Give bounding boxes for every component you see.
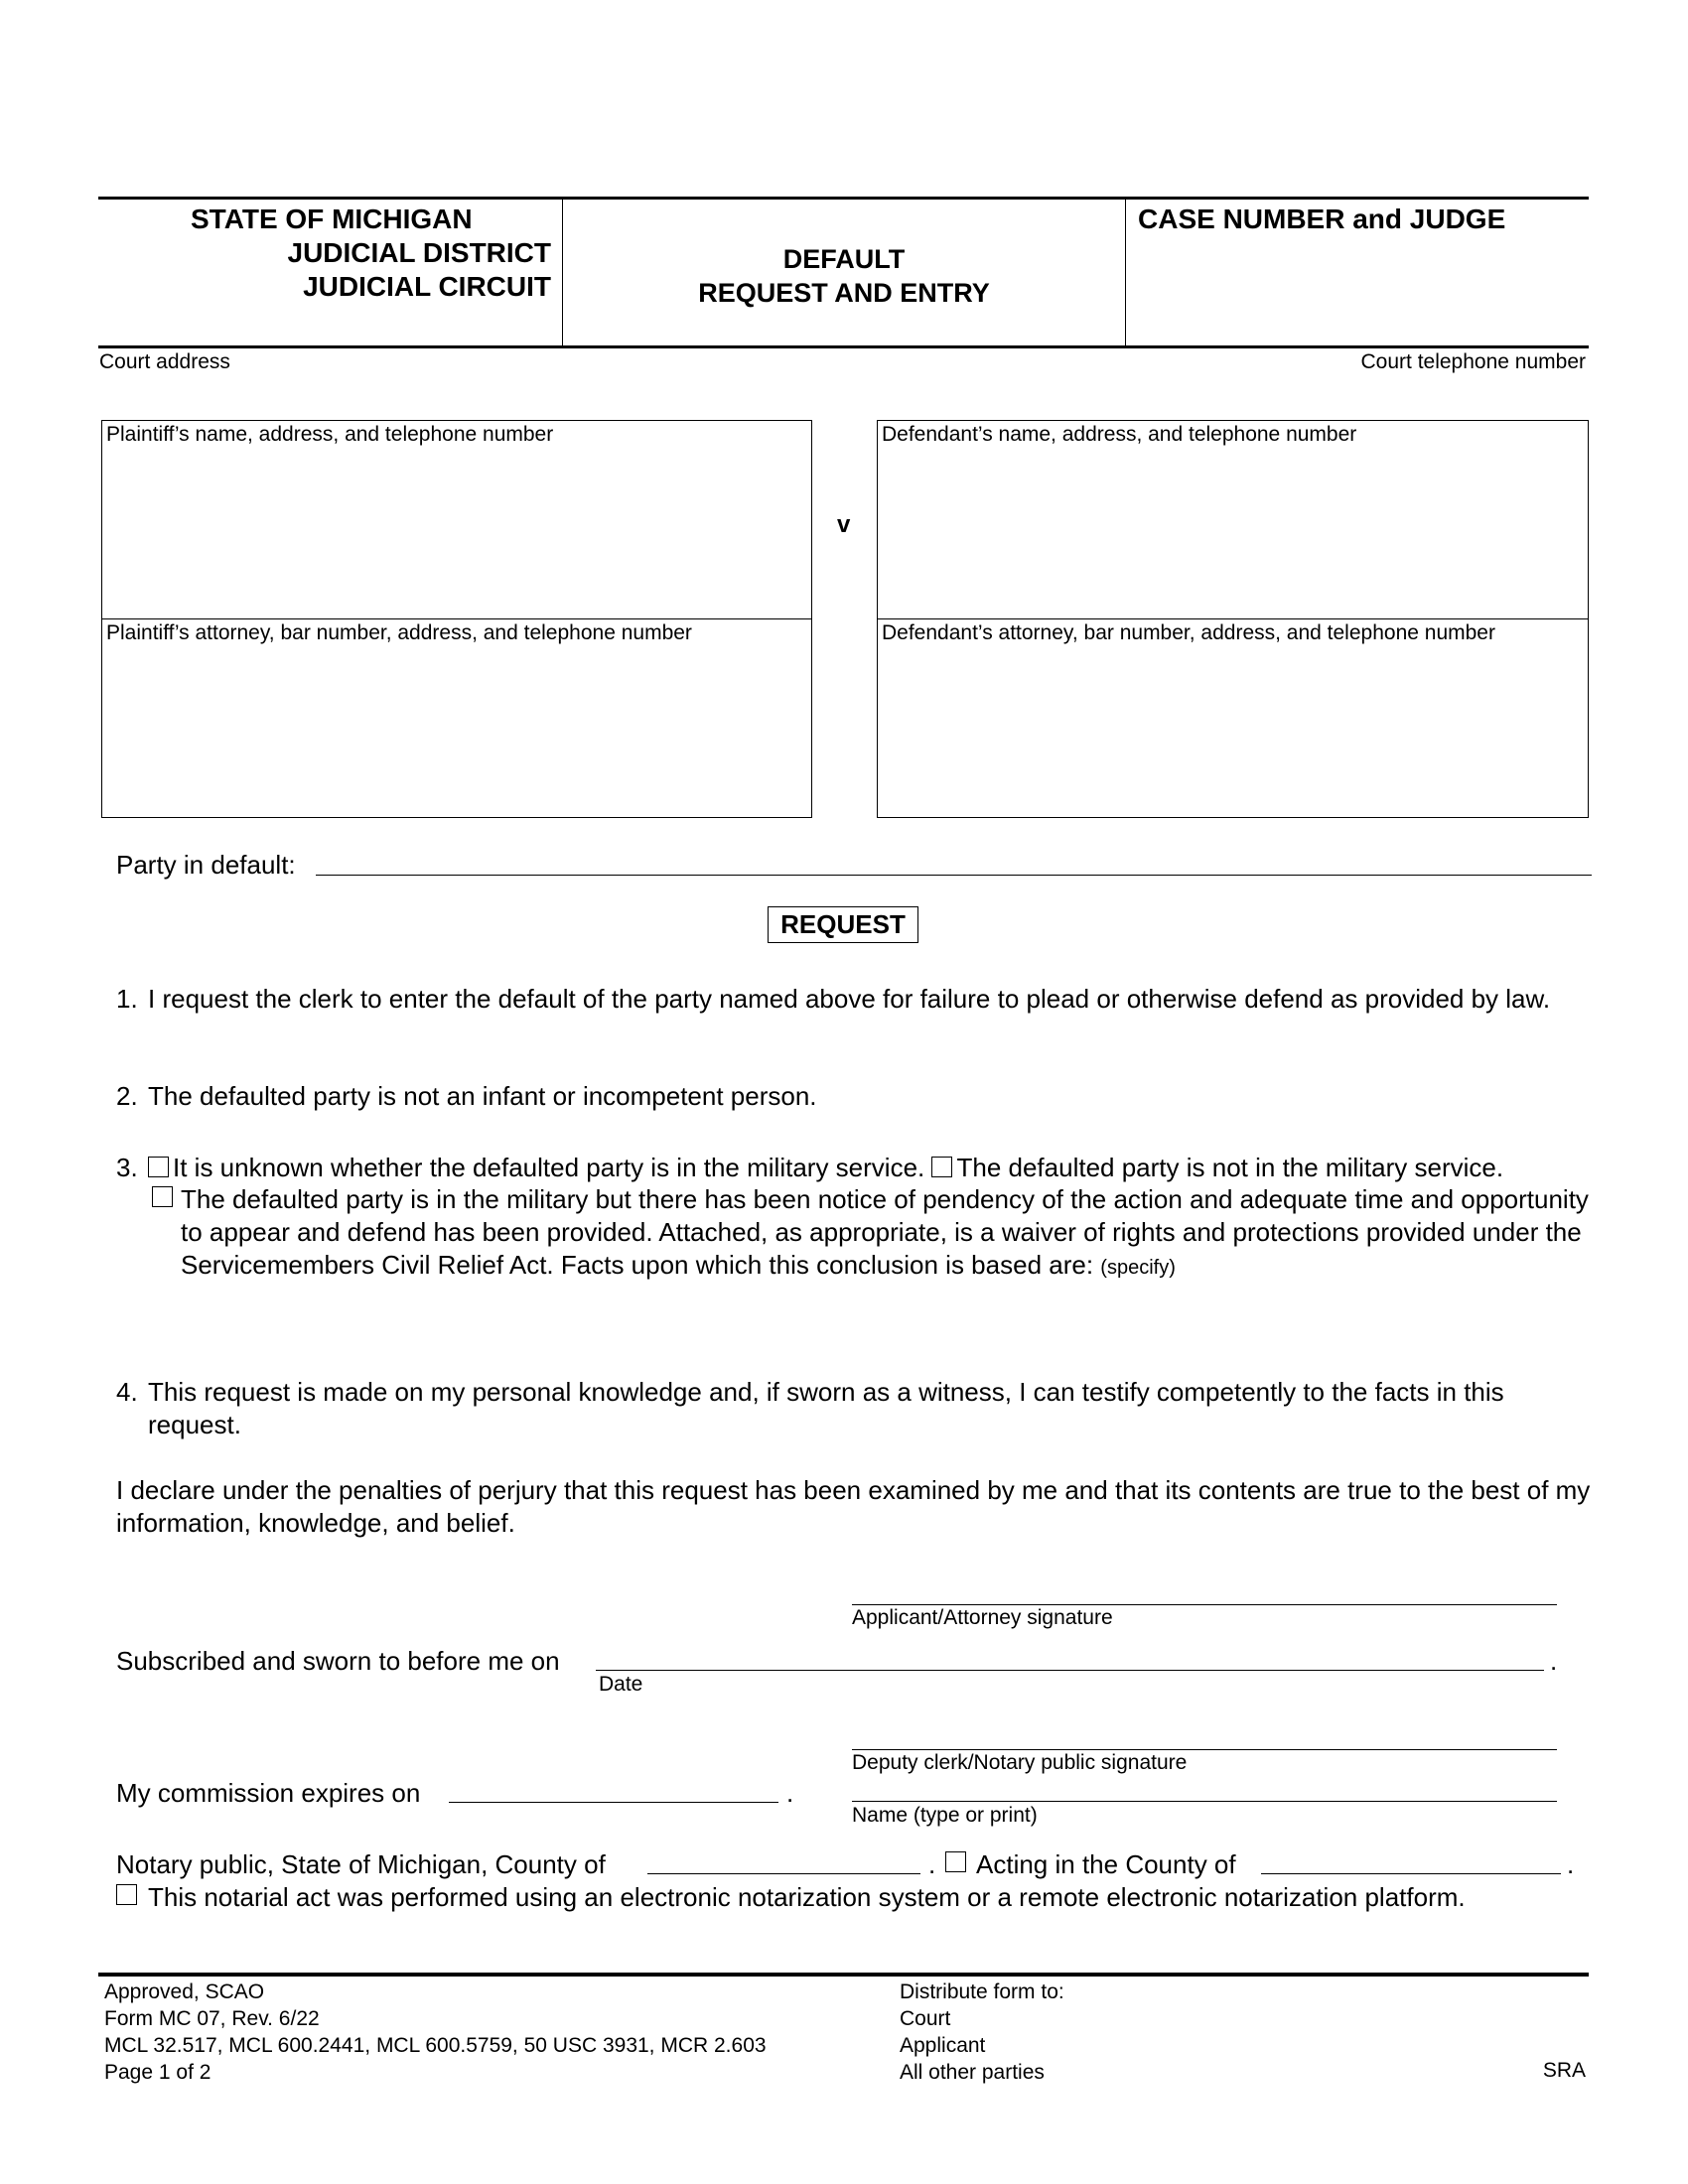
in-military-label: The defaulted party is in the military but there has been notice of pendency of the action and adequate time and opportunity to appear and defend has been provided. Attached, as appropriate, is a waiver of rights and protections provided under the Servicemembers Civil Relief Act. Facts upon which this conclusion is based are:: [181, 1184, 1589, 1280]
plaintiff-attorney-label: Plaintiff’s attorney, bar number, address, and telephone number: [106, 621, 692, 644]
commission-expires-line[interactable]: [449, 1802, 778, 1803]
header-top-rule: [98, 197, 1589, 200]
item-4-text: This request is made on my personal knowledge and, if sworn as a witness, I can testify competently to the facts in this request.: [148, 1377, 1504, 1439]
distribute-label: Distribute form to:: [900, 1980, 1064, 2003]
electronic-notarization-label: This notarial act was performed using an electronic notarization system or a remote electronic notarization platform.: [148, 1882, 1466, 1912]
form-title: [563, 242, 1125, 310]
court-name-block: [99, 203, 551, 304]
applicant-signature-label: Applicant/Attorney signature: [852, 1606, 1113, 1629]
distribute-other-parties: All other parties: [900, 2061, 1045, 2084]
plaintiff-label: Plaintiff’s name, address, and telephone number: [106, 423, 554, 446]
party-in-default-field[interactable]: [316, 849, 1592, 875]
sworn-date-period: .: [1550, 1646, 1558, 1676]
plaintiff-attorney-box[interactable]: [101, 618, 812, 818]
date-label: Date: [599, 1673, 643, 1696]
applicant-signature-line[interactable]: [852, 1604, 1557, 1605]
versus-label: v: [837, 511, 851, 538]
item-3-number: 3.: [116, 1153, 138, 1182]
court-telephone-label: Court telephone number: [1360, 350, 1586, 373]
footer-form-number: Form MC 07, Rev. 6/22: [104, 2007, 320, 2030]
commission-expires-period: .: [786, 1778, 794, 1808]
court-address-label: Court address: [99, 350, 230, 373]
commission-expires-label: My commission expires on: [116, 1778, 421, 1808]
form-title-line2: REQUEST AND ENTRY: [698, 278, 990, 308]
item-1-number: 1.: [116, 984, 138, 1014]
military-unknown-label: It is unknown whether the defaulted party is in the military service.: [173, 1153, 925, 1182]
perjury-declaration: I declare under the penalties of perjury that this request has been examined by me and that its contents are true to the best of my information, knowledge, and belief.: [116, 1475, 1591, 1538]
acting-county-label: Acting in the County of: [976, 1849, 1236, 1879]
header-bottom-rule: [98, 345, 1589, 348]
footer-distribution: [900, 1979, 1064, 2086]
item-4-number: 4.: [116, 1377, 138, 1407]
footer-left: [104, 1979, 767, 2086]
acting-county-line[interactable]: [1261, 1873, 1561, 1874]
subscribed-label: Subscribed and sworn to before me on: [116, 1646, 560, 1676]
judicial-circuit-label: JUDICIAL CIRCUIT: [303, 271, 551, 302]
footer-page-number: Page 1 of 2: [104, 2061, 211, 2084]
footer-rule: [98, 1973, 1589, 1977]
party-in-default-line: [316, 875, 1592, 876]
electronic-notarization-checkbox[interactable]: [116, 1884, 137, 1905]
item-1-text: I request the clerk to enter the default of the party named above for failure to plead or otherwise defend as provided by law.: [148, 984, 1551, 1014]
judicial-district-label: JUDICIAL DISTRICT: [287, 237, 551, 268]
notary-county-label: Notary public, State of Michigan, County of: [116, 1849, 606, 1879]
case-number-field[interactable]: [1132, 243, 1584, 342]
specify-hint: (specify): [1100, 1257, 1176, 1279]
state-label: STATE OF MICHIGAN: [191, 204, 473, 234]
party-in-default-label: Party in default:: [116, 850, 296, 880]
sworn-date-line[interactable]: [596, 1670, 1544, 1671]
not-military-label: The defaulted party is not in the military service.: [956, 1153, 1504, 1182]
military-unknown-checkbox[interactable]: [148, 1157, 169, 1177]
header-divider-right: [1125, 199, 1126, 347]
request-heading: REQUEST: [768, 906, 918, 943]
notary-county-period: .: [928, 1849, 936, 1879]
item-3-line1: [148, 1152, 1503, 1184]
acting-county-checkbox[interactable]: [945, 1851, 966, 1872]
deputy-signature-line[interactable]: [852, 1749, 1557, 1750]
case-number-label: CASE NUMBER and JUDGE: [1138, 204, 1506, 234]
acting-county-period: .: [1567, 1849, 1575, 1879]
military-facts-field[interactable]: [181, 1286, 1591, 1375]
defendant-box[interactable]: [877, 420, 1589, 619]
not-military-checkbox[interactable]: [931, 1157, 952, 1177]
distribute-court: Court: [900, 2007, 951, 2030]
plaintiff-box[interactable]: [101, 420, 812, 619]
footer-statutes: MCL 32.517, MCL 600.2441, MCL 600.5759, 50 USC 3931, MCR 2.603: [104, 2034, 767, 2057]
in-military-text: [181, 1183, 1591, 1285]
footer-sra-code: SRA: [1542, 2059, 1586, 2082]
footer-approved: Approved, SCAO: [104, 1980, 265, 2003]
item-2-number: 2.: [116, 1081, 138, 1111]
notary-county-line[interactable]: [647, 1873, 920, 1874]
defendant-attorney-label: Defendant’s attorney, bar number, address, and telephone number: [882, 621, 1495, 644]
defendant-label: Defendant’s name, address, and telephone number: [882, 423, 1357, 446]
name-print-label: Name (type or print): [852, 1804, 1038, 1827]
distribute-applicant: Applicant: [900, 2034, 986, 2057]
deputy-signature-label: Deputy clerk/Notary public signature: [852, 1751, 1188, 1774]
item-2-text: The defaulted party is not an infant or incompetent person.: [148, 1081, 817, 1111]
in-military-checkbox[interactable]: [152, 1186, 173, 1207]
defendant-attorney-box[interactable]: [877, 618, 1589, 818]
form-title-line1: DEFAULT: [782, 244, 906, 274]
name-print-line[interactable]: [852, 1801, 1557, 1802]
